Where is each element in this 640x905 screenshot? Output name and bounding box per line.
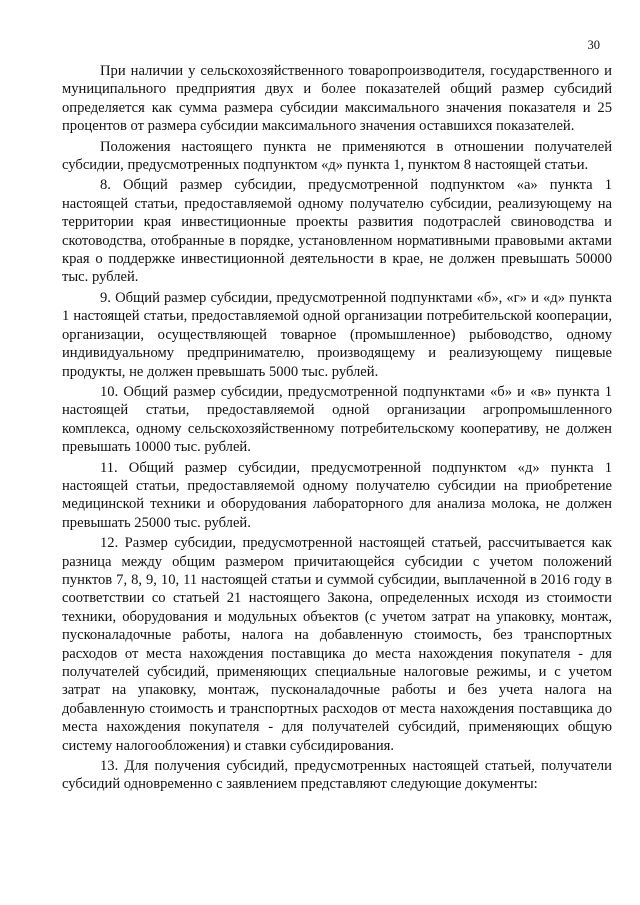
paragraph-item-10: 10. Общий размер субсидии, предусмотренной подпунктами «б» и «в» пункта 1 настоящей статьи, предоставляемой одной организации агропромышленного комплекса, одному сельскохозяйственному потребительскому кооперативу, не должен превышать 10000 тыс. рублей. [62,383,616,456]
paragraph-item-9: 9. Общий размер субсидии, предусмотренной подпунктами «б», «г» и «д» пункта 1 настоящей статьи, предоставляемой одной организации потребительской кооперации, организации, осуществляющей товарное (промышленное) рыбоводство, одному индивидуальному предпринимателю, производящему и реализующему пищевые продукты, не должен превышать 5000 тыс. рублей. [62,289,616,380]
paragraph-item-8: 8. Общий размер субсидии, предусмотренной подпунктом «а» пункта 1 настоящей статьи, предоставляемой одному получателю субсидии, реализующему на территории края инвестиционные проекты развития подотраслей свиноводства и скотоводства, отобранные в порядке, установленном нормативными правовыми актами края о поддержке инвестиционной деятельности в крае, не должен превышать 50000 тыс. рублей. [62,177,616,286]
document-body [62,62,616,794]
paragraph-max-indicator: При наличии у сельскохозяйственного товаропроизводителя, государственного и муниципального предприятия двух и более показателей общий размер субсидий определяется как сумма размера субсидии максимального значения показателя и 25 процентов от размера субсидии максимального значения оставшихся показателей. [62,63,616,135]
paragraph-item-12: 12. Размер субсидии, предусмотренной настоящей статьей, рассчитывается как разница между общим размером причитающейся субсидии с учетом положений пунктов 7, 8, 9, 10, 11 настоящей статьи и суммой субсидии, выплаченной в 2016 году в соответствии со статьей 21 настоящего Закона, определенных исходя из стоимости техники, оборудования и модульных объектов (с учетом затрат на упаковку, монтаж, пусконаладочные работы, налога на добавленную стоимость, без транспортных расходов от места нахождения поставщика до места нахождения покупателя - для получателей субсидий, применяющих специальные налоговые режимы, и с учетом затрат на упаковку, монтаж, пусконаладочные работы и без учета налога на добавленную стоимость и транспортных расходов от места нахождения поставщика до места нахождения покупателя - для получателей субсидий, применяющих общую систему налогообложения) и ставки субсидирования. [62,535,616,754]
paragraph-exceptions: Положения настоящего пункта не применяются в отношении получателей субсидии, предусмотренных подпунктом «д» пункта 1, пунктом 8 настоящей статьи. [62,138,616,174]
paragraph-item-11: 11. Общий размер субсидии, предусмотренной подпунктом «д» пункта 1 настоящей статьи, предоставляемой одному получателю субсидии на приобретение медицинской техники и оборудования лабораторного для анализа молока, не должен превышать 25000 тыс. рублей. [62,459,616,531]
page-number: 30 [587,38,600,52]
paragraph-item-13: 13. Для получения субсидий, предусмотренных настоящей статьей, получатели субсидий одновременно с заявлением представляют следующие документы: [62,758,616,793]
